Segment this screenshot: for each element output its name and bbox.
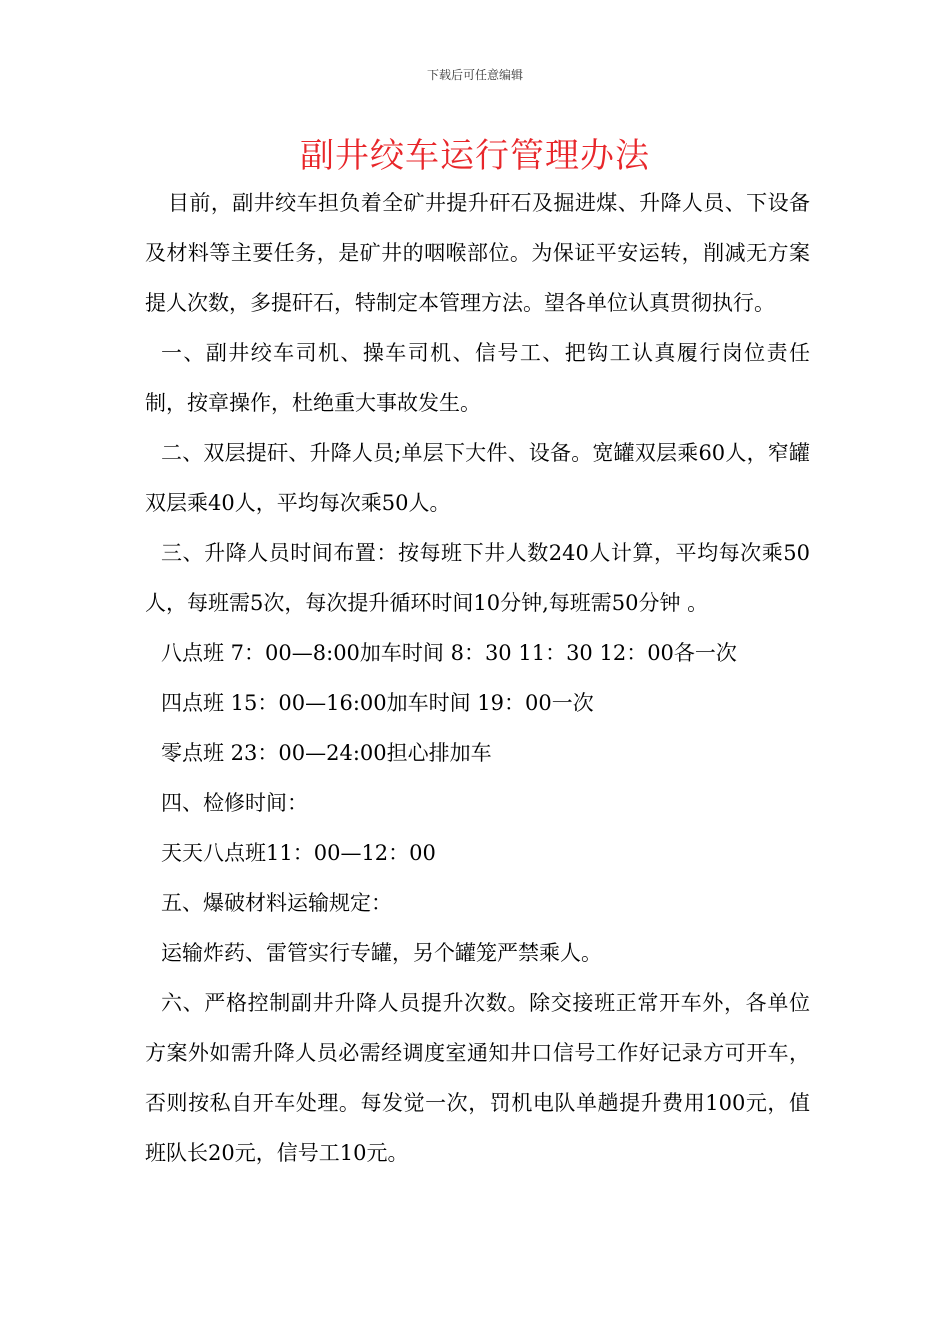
explosives-transport-line: 运输炸药、雷管实行专罐，另个罐笼严禁乘人。 (161, 941, 602, 965)
schedule-line-morning-shift: 八点班 7：00—8:00加车时间 8：30 11：30 12：00各一次 (161, 641, 737, 665)
paragraph-section-3: 三、升降人员时间布置：按每班下井人数240人计算，平均每次乘50人，每班需5次，每次提升循环时间10分钟,每班需50分钟 。 (145, 541, 810, 615)
paragraph-section-6: 六、严格控制副井升降人员提升次数。除交接班正常开车外，各单位方案外如需升降人员必需经调度室通知井口信号工作好记录方可开车，否则按私自开车处理。每发觉一次，罚机电队单趟提升费用100元，值班队长20元，信号工10元。 (145, 991, 810, 1165)
schedule-line-night-shift: 零点班 23：00—24:00担心排加车 (161, 741, 492, 765)
paragraph-section-4-heading: 四、检修时间： (161, 791, 308, 815)
maintenance-time-line: 天天八点班11：00—12：00 (161, 841, 436, 865)
paragraph-section-5-heading: 五、爆破材料运输规定： (161, 891, 392, 915)
schedule-line-afternoon-shift: 四点班 15：00—16:00加车时间 19：00一次 (161, 691, 594, 715)
header-note: 下载后可任意编辑 (426, 68, 523, 82)
paragraph-intro: 目前，副井绞车担负着全矿井提升矸石及掘进煤、升降人员、下设备及材料等主要任务，是矿井的咽喉部位。为保证平安运转，削减无方案提人次数，多提矸石，特制定本管理方法。望各单位认真贯彻执行。 (145, 191, 810, 315)
document-body (145, 178, 810, 1178)
document-title: 副井绞车运行管理办法 (300, 136, 650, 176)
paragraph-section-1: 一、副井绞车司机、操车司机、信号工、把钩工认真履行岗位责任制，按章操作，杜绝重大事故发生。 (145, 341, 810, 415)
paragraph-section-2: 二、双层提矸、升降人员;单层下大件、设备。宽罐双层乘60人，窄罐双层乘40人，平均每次乘50人。 (145, 441, 810, 515)
